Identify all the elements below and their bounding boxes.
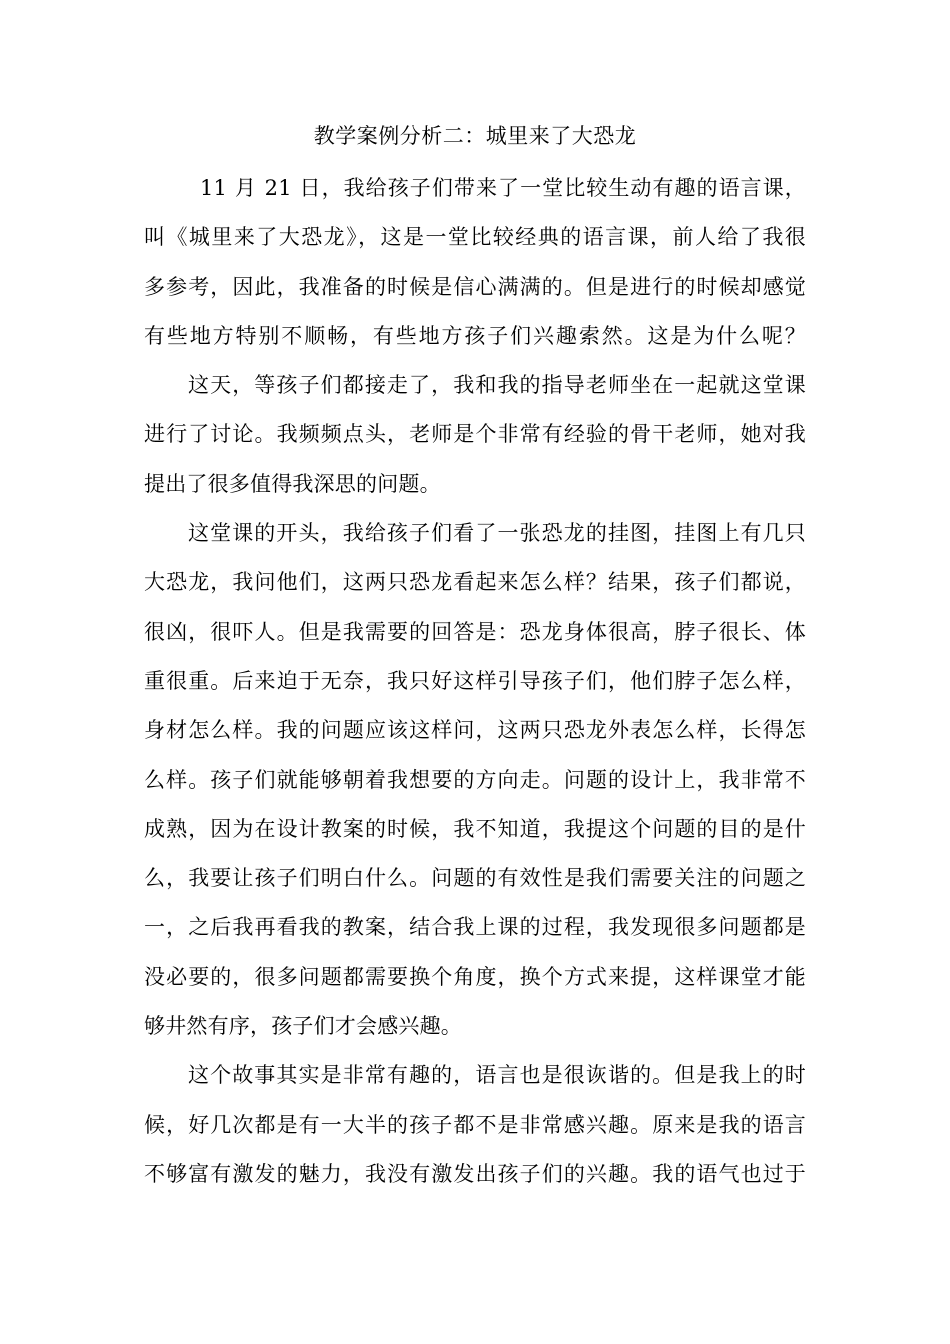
paragraph-line: 这个故事其实是非常有趣的，语言也是很诙谐的。但是我上的时 [188,1063,806,1088]
paragraph-line: 这堂课的开头，我给孩子们看了一张恐龙的挂图，挂图上有几只 [188,521,806,546]
paragraph-line: 叫《城里来了大恐龙》，这是一堂比较经典的语言课，前人给了我很 [144,225,806,250]
paragraph-line: 进行了讨论。我频频点头，老师是个非常有经验的骨干老师，她对我 [144,422,806,447]
document-body [144,164,806,1199]
paragraph-line: 不够富有激发的魅力，我没有激发出孩子们的兴趣。我的语气也过于 [144,1161,806,1186]
paragraph-3 [144,509,806,1051]
paragraph-line: 多参考，因此，我准备的时候是信心满满的。但是进行的时候却感觉 [144,274,806,299]
paragraph-line: 大恐龙，我问他们，这两只恐龙看起来怎么样？结果，孩子们都说， [144,570,806,595]
paragraph-line: 提出了很多值得我深思的问题。 [144,471,441,496]
paragraph-1 [144,164,806,361]
paragraph-4 [144,1051,806,1199]
paragraph-line: 有些地方特别不顺畅，有些地方孩子们兴趣索然。这是为什么呢？ [144,323,806,348]
paragraph-line: 一，之后我再看我的教案，结合我上课的过程，我发现很多问题都是 [144,915,806,940]
paragraph-line: 11 月 21 日，我给孩子们带来了一堂比较生动有趣的语言课， [200,176,806,200]
paragraph-line: 候，好几次都是有一大半的孩子都不是非常感兴趣。原来是我的语言 [144,1112,806,1137]
paragraph-line: 成熟，因为在设计教案的时候，我不知道，我提这个问题的目的是什 [144,816,806,841]
document-title: 教学案例分析二：城里来了大恐龙 [313,124,637,148]
paragraph-line: 够井然有序，孩子们才会感兴趣。 [144,1014,462,1039]
paragraph-line: 么样。孩子们就能够朝着我想要的方向走。问题的设计上，我非常不 [144,767,806,792]
paragraph-line: 很凶，很吓人。但是我需要的回答是：恐龙身体很高，脖子很长、体 [144,619,806,644]
paragraph-line: 么，我要让孩子们明白什么。问题的有效性是我们需要关注的问题之 [144,866,806,891]
paragraph-line: 重很重。后来迫于无奈，我只好这样引导孩子们，他们脖子怎么样， [144,668,806,693]
paragraph-line: 身材怎么样。我的问题应该这样问，这两只恐龙外表怎么样，长得怎 [144,718,806,743]
paragraph-2 [144,361,806,509]
paragraph-line: 这天，等孩子们都接走了，我和我的指导老师坐在一起就这堂课 [188,373,806,398]
paragraph-line: 没必要的，很多问题都需要换个角度，换个方式来提，这样课堂才能 [144,964,806,989]
